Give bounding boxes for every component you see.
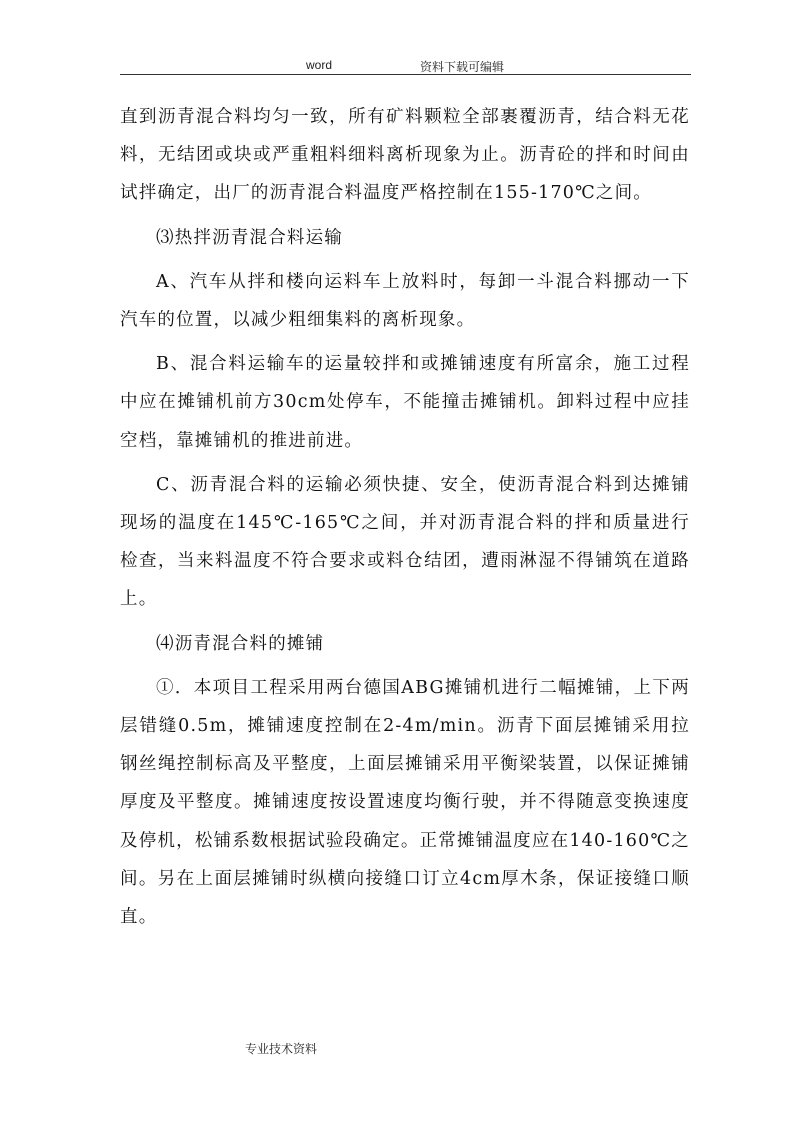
paragraph-transport-a: A、汽车从拌和楼向运料车上放料时，每卸一斗混合料挪动一下汽车的位置，以减少粗细集料的离析现象。 [120,271,690,331]
header-divider [120,74,691,75]
paragraph-paving-1: ①．本项目工程采用两台德国ABG摊铺机进行二幅摊铺，上下两层错缝0.5m，摊铺速度控制在2-4m/min。沥青下面层摊铺采用拉钢丝绳控制标高及平整度，上面层摊铺采用平衡梁装置，以保证摊铺厚度及平整度。摊铺速度按设置速度均衡行驶，并不得随意变换速度及停机，松铺系数根据试验段确定。正常摊铺温度应在140-160℃之间。另在上面层摊铺时纵横向接缝口订立4cm厚木条，保证接缝口顺直。 [120,677,690,928]
paragraph-mixing-continued: 直到沥青混合料均匀一致，所有矿料颗粒全部裹覆沥青，结合料无花料，无结团或块或严重粗料细料离析现象为止。沥青砼的拌和时间由试拌确定，出厂的沥青混合料温度严格控制在155-170℃之间。 [120,107,690,204]
paragraph-transport-b: B、混合料运输车的运量较拌和或摊铺速度有所富余，施工过程中应在摊铺机前方30cm处停车，不能撞击摊铺机。卸料过程中应挂空档，靠摊铺机的推进前进。 [120,354,690,451]
heading-hot-mix-transport: ⑶热拌沥青混合料运输 [156,227,343,248]
paragraph-transport-c: C、沥青混合料的运输必须快捷、安全，使沥青混合料到达摊铺现场的温度在145℃-165℃之间，并对沥青混合料的拌和质量进行检查，当来料温度不符合要求或料仓结团，遭雨淋湿不得铺筑在道路上。 [120,474,690,610]
header-word-label: word [306,58,333,72]
heading-paving: ⑷沥青混合料的摊铺 [156,633,325,654]
document-body [120,98,690,936]
page-header [120,56,690,76]
page-footer: 专业技术资料 [245,1042,318,1056]
header-editable-label: 资料下载可编辑 [420,60,505,74]
